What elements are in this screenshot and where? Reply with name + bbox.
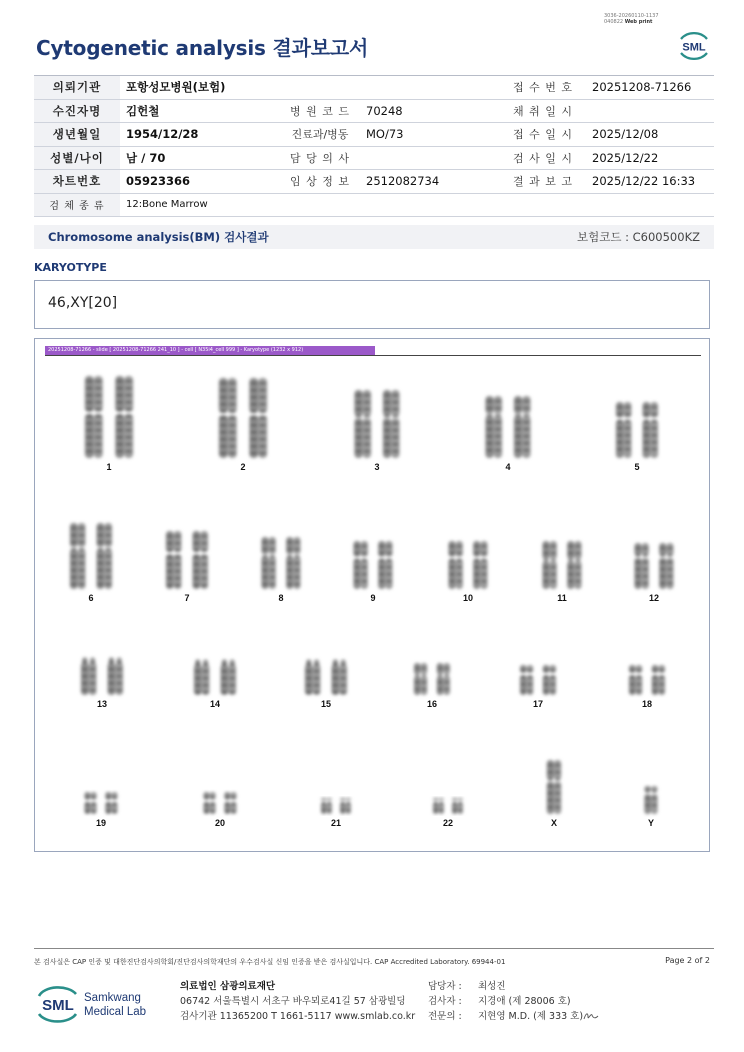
chromosome-20 [203, 792, 236, 814]
chromosome-21 [321, 798, 351, 814]
info-label: 담 당 의 사 [280, 146, 360, 170]
info-row [34, 99, 714, 123]
section-title: Chromosome analysis(BM) 검사결과 [48, 230, 269, 244]
chromosome-label-17: 17 [532, 699, 544, 709]
chromosome-label-6: 6 [88, 593, 94, 603]
karyogram-frame [34, 338, 710, 852]
info-value: 70248 [360, 99, 500, 123]
staff-role: 담당자 : [428, 981, 462, 992]
info-row [34, 146, 714, 170]
info-value [586, 99, 714, 123]
chromosome-7 [166, 531, 208, 589]
info-row [34, 170, 714, 194]
chromosome-22 [433, 798, 463, 814]
staff-row [428, 979, 583, 994]
staff-name: 지현영 M.D. (제 333 호) [478, 1011, 584, 1022]
print-code-line2: 040822 [604, 19, 624, 25]
staff-name: 지경애 (제 28006 호) [478, 996, 571, 1007]
info-label: 진료과/병동 [280, 123, 360, 147]
chromosome-label-15: 15 [320, 699, 332, 709]
karyogram-image [35, 339, 711, 853]
info-value: 20251208-71266 [586, 76, 714, 100]
chromosome-label-4: 4 [505, 462, 511, 472]
chromosome-label-2: 2 [240, 462, 246, 472]
lab-info [180, 979, 415, 1024]
chromosome-18 [629, 665, 665, 695]
org-address: 06742 서울특별시 서초구 바우뫼로41길 57 삼광빌딩 [180, 996, 406, 1007]
info-value: 포항성모병원(보험) [120, 76, 280, 100]
chromosome-15 [305, 659, 347, 695]
info-value [360, 146, 500, 170]
info-label: 수진자명 [34, 99, 120, 123]
info-label: 성별/나이 [34, 146, 120, 170]
chromosome-label-18: 18 [641, 699, 653, 709]
staff-row [428, 994, 583, 1009]
chromosome-label-11: 11 [557, 593, 567, 603]
chromosome-3 [354, 390, 399, 458]
sml-logo-top-text: SML [682, 41, 706, 54]
chromosome-label-22: 22 [442, 818, 454, 828]
chromosome-label-19: 19 [95, 818, 107, 828]
chromosome-label-20: 20 [214, 818, 226, 828]
chromosome-14 [194, 659, 236, 695]
report-title: Cytogenetic analysis 결과보고서 [36, 36, 369, 60]
section-header [34, 225, 714, 249]
web-print-label: Web print [624, 19, 653, 25]
chromosome-12 [634, 543, 673, 589]
info-value: 2025/12/22 [586, 146, 714, 170]
chromosome-label-5: 5 [634, 462, 640, 472]
info-value: MO/73 [360, 123, 500, 147]
specimen-label: 검 체 종 류 [34, 193, 120, 217]
chromosome-label-Y: Y [647, 818, 655, 828]
chromosome-13 [81, 657, 123, 695]
staff-list [428, 979, 583, 1024]
chromosome-19 [84, 792, 117, 814]
signature-icon [582, 1009, 600, 1023]
info-label: 결 과 보 고 [500, 170, 586, 194]
info-value: 남 / 70 [120, 146, 280, 170]
samkwang-name-1: Samkwang [84, 992, 141, 1004]
info-value: 05923366 [120, 170, 280, 194]
chromosome-X [547, 760, 561, 814]
chromosome-label-12: 12 [648, 593, 660, 603]
karyogram-caption: 20251208-71266 - slide [ 20251208-71266 241_10 ] - cell [ N35i4_cell 999 ] - Karyotype (1232 x 912) [45, 346, 375, 355]
info-label: 접 수 일 시 [500, 123, 586, 147]
chromosome-label-7: 7 [184, 593, 190, 603]
chromosome-9 [353, 541, 392, 589]
chromosome-1 [85, 376, 133, 458]
info-row [34, 76, 714, 100]
sml-logo-top [676, 28, 712, 64]
info-label: 의뢰기관 [34, 76, 120, 100]
patient-info-table [34, 75, 714, 217]
samkwang-name-2: Medical Lab [84, 1006, 147, 1018]
chromosome-6 [70, 523, 112, 589]
org-name: 의료법인 삼광의료재단 [180, 981, 276, 992]
chromosome-label-10: 10 [462, 593, 474, 603]
chromosome-label-3: 3 [374, 462, 380, 472]
samkwang-logo-mark: SML [42, 997, 74, 1014]
chromosome-17 [520, 665, 556, 695]
print-code [604, 13, 659, 25]
chromosome-2 [219, 378, 267, 458]
chromosome-11 [542, 541, 581, 589]
info-label: 생년월일 [34, 123, 120, 147]
info-value: 1954/12/28 [120, 123, 280, 147]
chromosome-Y [644, 786, 657, 814]
staff-row [428, 1009, 583, 1024]
staff-role: 검사자 : [428, 996, 462, 1007]
info-label: 검 사 일 시 [500, 146, 586, 170]
info-row [34, 193, 714, 217]
chromosome-10 [448, 541, 487, 589]
info-row [34, 123, 714, 147]
insurance-code: 보험코드 : C600500KZ [577, 230, 700, 244]
staff-name: 최성진 [478, 981, 506, 992]
org-contact: 검사기관 11365200 T 1661-5117 www.smlab.co.kr [180, 1011, 416, 1022]
chromosome-label-14: 14 [209, 699, 221, 709]
chromosome-label-9: 9 [370, 593, 376, 603]
staff-role: 전문의 : [428, 1011, 462, 1022]
chromosome-16 [414, 663, 450, 695]
chromosome-label-21: 21 [330, 818, 342, 828]
info-value: 2025/12/22 16:33 [586, 170, 714, 194]
chromosome-label-8: 8 [278, 593, 284, 603]
chromosome-label-1: 1 [106, 462, 112, 472]
info-value: 2025/12/08 [586, 123, 714, 147]
info-label: 접 수 번 호 [500, 76, 586, 100]
chromosome-label-16: 16 [426, 699, 438, 709]
chromosome-4 [485, 396, 530, 458]
specimen-value: 12:Bone Marrow [120, 193, 714, 217]
chromosome-5 [616, 402, 658, 458]
info-label: 채 취 일 시 [500, 99, 586, 123]
samkwang-logo [36, 982, 156, 1026]
karyotype-result: 46,XY[20] [48, 295, 118, 311]
info-value: 김헌철 [120, 99, 280, 123]
info-label: 임 상 정 보 [280, 170, 360, 194]
chromosome-8 [261, 537, 300, 589]
karyotype-label: KARYOTYPE [34, 261, 107, 274]
footer-divider [34, 948, 714, 949]
info-label: 차트번호 [34, 170, 120, 194]
page-number: Page 2 of 2 [665, 956, 710, 965]
karyotype-result-box [34, 280, 710, 329]
chromosome-label-13: 13 [96, 699, 108, 709]
info-label: 병 원 코 드 [280, 99, 360, 123]
chromosome-label-X: X [550, 818, 558, 828]
accreditation-note: 본 검사실은 CAP 인증 및 대한진단검사의학회/진단검사의학재단의 우수검사실 신임 인증을 받은 검사실입니다. CAP Accredited Laboratory. 69944-01 [34, 958, 506, 966]
info-value: 2512082734 [360, 170, 500, 194]
print-code-line1: 3036-20260110-1137 [604, 13, 659, 19]
